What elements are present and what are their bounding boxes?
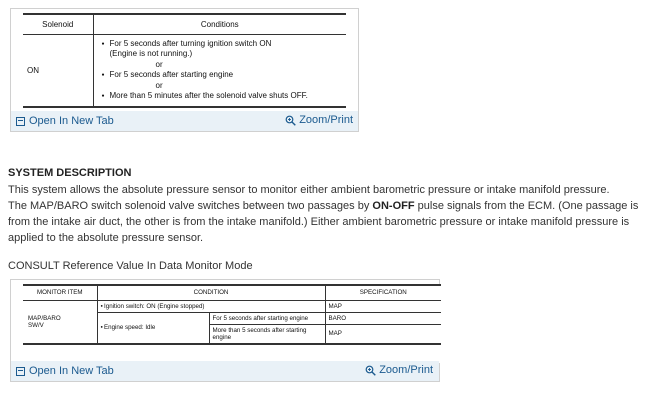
condition-item: ● For 5 seconds after starting engine — [102, 70, 347, 81]
header-condition: CONDITION — [97, 285, 325, 300]
spec-map-1: MAP — [325, 300, 441, 312]
figure-footer — [11, 111, 358, 131]
monitor-item-line2: SW/V — [28, 321, 44, 329]
row-label-on: ON — [23, 34, 93, 107]
condition-item: ● More than 5 minutes after the solenoid valve shuts OFF. — [102, 91, 347, 102]
condition-engine-stopped-text: Ignition switch: ON (Engine stopped) — [104, 302, 205, 310]
header-specification: SPECIFICATION — [325, 285, 441, 300]
paragraph-2-start: The MAP/BARO switch solenoid valve switches between two passages by — [8, 200, 373, 212]
consult-title: CONSULT Reference Value In Data Monitor Mode — [8, 260, 253, 272]
sub-condition-more-than-5-seconds: More than 5 seconds after starting engine — [209, 324, 325, 344]
zoom-icon — [365, 365, 376, 376]
section-title: SYSTEM DESCRIPTION — [8, 167, 132, 179]
open-new-tab-icon — [16, 367, 25, 376]
open-in-new-tab-label: Open In New Tab — [29, 365, 114, 377]
header-monitor-item: MONITOR ITEM — [23, 285, 97, 300]
zoom-print-label: Zoom/Print — [379, 364, 433, 376]
zoom-print-label: Zoom/Print — [299, 114, 353, 126]
zoom-print-link[interactable] — [285, 114, 353, 126]
spec-map-2: MAP — [325, 324, 441, 344]
open-in-new-tab-link[interactable] — [16, 115, 114, 127]
open-in-new-tab-label: Open In New Tab — [29, 115, 114, 127]
condition-or: or — [155, 80, 163, 90]
condition-engine-idle — [97, 312, 209, 344]
condition-item: (Engine is not running.) — [109, 49, 193, 58]
open-in-new-tab-link[interactable] — [16, 365, 114, 377]
figure-footer — [11, 361, 439, 381]
paragraph-1: This system allows the absolute pressure sensor to monitor either ambient barometric pressure or intake manifold pressure. — [8, 184, 610, 196]
monitor-item-cell — [23, 300, 97, 344]
zoom-print-link[interactable] — [365, 364, 433, 376]
paragraph-2-bold: ON-OFF — [372, 200, 415, 212]
consult-reference-image — [23, 284, 441, 363]
header-solenoid: Solenoid — [23, 14, 93, 34]
solenoid-conditions-image — [23, 13, 346, 114]
header-conditions: Conditions — [93, 14, 346, 34]
zoom-icon — [285, 115, 296, 126]
sub-condition-5-seconds: For 5 seconds after starting engine — [209, 312, 325, 324]
condition-engine-idle-text: Engine speed: Idle — [104, 324, 156, 331]
solenoid-conditions-table — [23, 13, 346, 108]
spec-baro: BARO — [325, 312, 441, 324]
monitor-item-line1: MAP/BARO — [28, 314, 61, 322]
condition-or: or — [155, 59, 163, 69]
open-new-tab-icon — [16, 117, 25, 126]
consult-reference-table — [23, 284, 441, 345]
condition-item: ● For 5 seconds after turning ignition switch ON — [102, 39, 347, 50]
paragraph-2-end: pulse signals from the ECM. (One passage is from the intake air duct, the other is from the intake manifold.) Either ambient barometric pressure or intake manifold pressure is applied to the absolute pressure sensor. — [8, 200, 639, 244]
consult-reference-figure — [10, 279, 440, 382]
conditions-list — [94, 35, 347, 106]
condition-engine-stopped — [97, 300, 325, 312]
solenoid-conditions-figure — [10, 8, 359, 132]
system-description-text — [8, 182, 642, 246]
